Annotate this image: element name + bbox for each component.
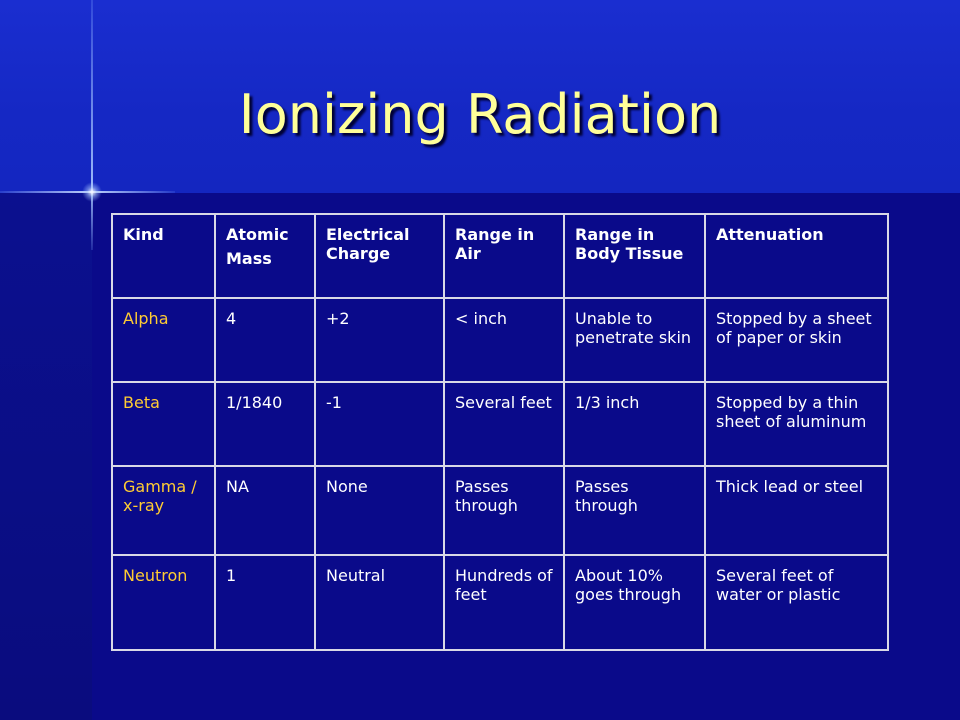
cell-atomic-mass: 1 bbox=[215, 555, 315, 650]
cell-atomic-mass: 4 bbox=[215, 298, 315, 382]
cell-kind: Gamma / x-ray bbox=[112, 466, 215, 555]
cell-attenuation: Several feet of water or plastic bbox=[705, 555, 888, 650]
left-accent-band bbox=[0, 193, 92, 720]
cell-kind: Beta bbox=[112, 382, 215, 466]
cell-range-air: Hundreds of feet bbox=[444, 555, 564, 650]
cell-range-tissue: 1/3 inch bbox=[564, 382, 705, 466]
table-header-row bbox=[112, 214, 888, 298]
header-atomic-mass bbox=[215, 214, 315, 298]
slide-title: Ionizing Radiation bbox=[238, 83, 722, 146]
cell-range-tissue: About 10% goes through bbox=[564, 555, 705, 650]
header-range-tissue: Range in Body Tissue bbox=[564, 214, 705, 298]
table-row bbox=[112, 298, 888, 382]
cell-electrical-charge: Neutral bbox=[315, 555, 444, 650]
cell-electrical-charge: -1 bbox=[315, 382, 444, 466]
cell-kind: Neutron bbox=[112, 555, 215, 650]
radiation-table bbox=[111, 213, 889, 651]
cell-range-air: Several feet bbox=[444, 382, 564, 466]
cell-attenuation: Thick lead or steel bbox=[705, 466, 888, 555]
cell-atomic-mass: 1/1840 bbox=[215, 382, 315, 466]
header-attenuation: Attenuation bbox=[705, 214, 888, 298]
cell-electrical-charge: +2 bbox=[315, 298, 444, 382]
cell-range-air: Passes through bbox=[444, 466, 564, 555]
header-atomic-mass-line1: Atomic bbox=[226, 225, 289, 244]
sparkle-icon bbox=[82, 182, 102, 202]
cell-range-tissue: Passes through bbox=[564, 466, 705, 555]
cell-electrical-charge: None bbox=[315, 466, 444, 555]
cell-range-air: < inch bbox=[444, 298, 564, 382]
cell-attenuation: Stopped by a thin sheet of aluminum bbox=[705, 382, 888, 466]
table-row bbox=[112, 382, 888, 466]
header-range-air: Range in Air bbox=[444, 214, 564, 298]
table-row bbox=[112, 555, 888, 650]
cell-attenuation: Stopped by a sheet of paper or skin bbox=[705, 298, 888, 382]
header-kind: Kind bbox=[112, 214, 215, 298]
header-electrical-charge: Electrical Charge bbox=[315, 214, 444, 298]
header-atomic-mass-line2: Mass bbox=[226, 249, 272, 268]
cell-atomic-mass: NA bbox=[215, 466, 315, 555]
cell-kind: Alpha bbox=[112, 298, 215, 382]
table-row bbox=[112, 466, 888, 555]
cell-range-tissue: Unable to penetrate skin bbox=[564, 298, 705, 382]
